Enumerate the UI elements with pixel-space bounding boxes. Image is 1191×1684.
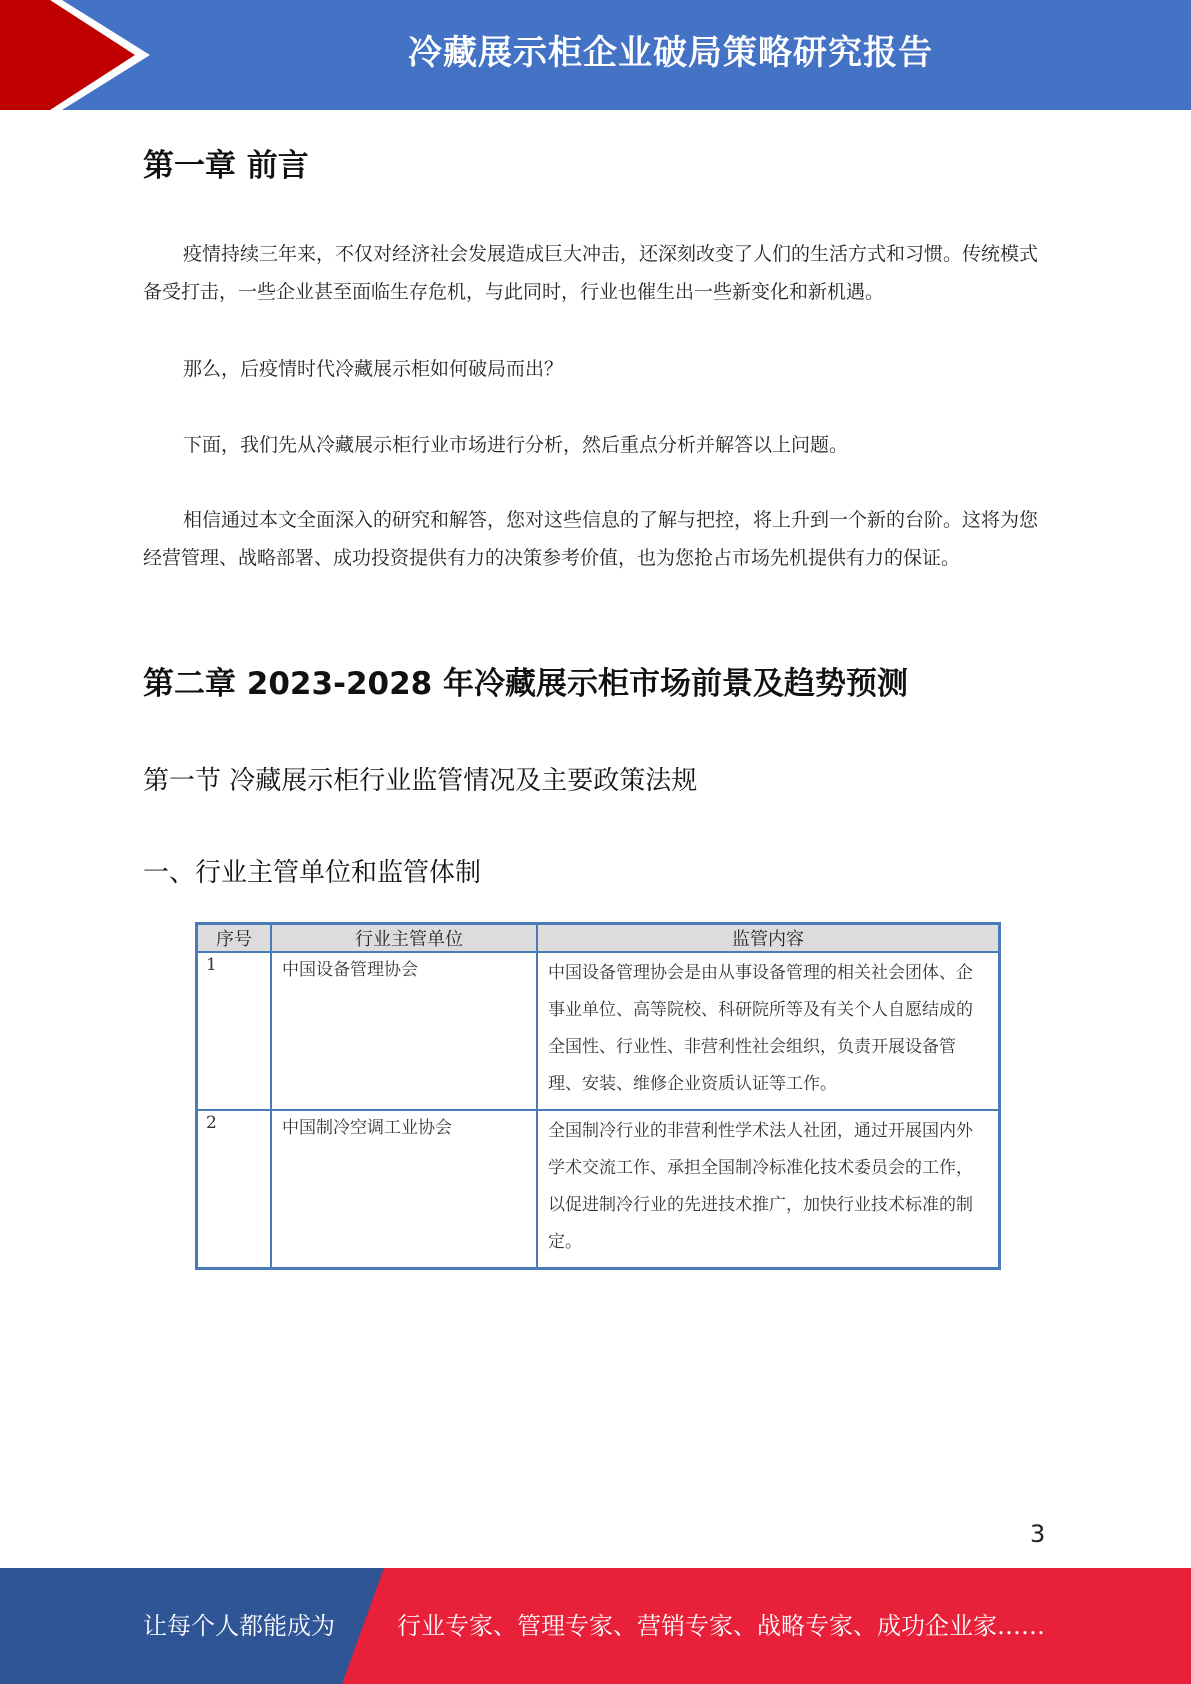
cell-unit: 中国设备管理协会 xyxy=(271,952,537,1110)
paragraph-2: 那么，后疫情时代冷藏展示柜如何破局而出？ xyxy=(183,358,564,380)
cell-content: 中国设备管理协会是由从事设备管理的相关社会团体、企事业单位、高等院校、科研院所等及有关个人自愿结成的全国性、行业性、非营利性社会组织，负责开展设备管理、安装、维修企业资质认证等工作。 xyxy=(537,952,1000,1110)
footer-slogan-right: 行业专家、管理专家、营销专家、战略专家、成功企业家…… xyxy=(397,1612,1045,1640)
cell-no: 1 xyxy=(197,952,272,1110)
table-row xyxy=(197,952,1000,1110)
paragraph-3: 下面，我们先从冷藏展示柜行业市场进行分析，然后重点分析并解答以上问题。 xyxy=(183,434,849,456)
footer-slogan-left: 让每个人都能成为 xyxy=(143,1612,335,1640)
header-content: 监管内容 xyxy=(537,924,1000,953)
header-banner xyxy=(0,0,1191,110)
paragraph-4: 相信通过本文全面深入的研究和解答，您对这些信息的了解与把控，将上升到一个新的台阶。这将为您经营管理、战略部署、成功投资提供有力的决策参考价值，也为您抢占市场先机提供有力的保证。 xyxy=(143,509,1039,569)
chapter-1-heading: 第一章 前言 xyxy=(143,148,309,184)
subsection-1-heading: 一、行业主管单位和监管体制 xyxy=(143,858,482,888)
paragraph-1: 疫情持续三年来，不仅对经济社会发展造成巨大冲击，还深刻改变了人们的生活方式和习惯。传统模式备受打击，一些企业甚至面临生存危机，与此同时，行业也催生出一些新变化和新机遇。 xyxy=(143,243,1039,303)
header-unit: 行业主管单位 xyxy=(271,924,537,953)
cell-content: 全国制冷行业的非营利性学术法人社团，通过开展国内外学术交流工作、承担全国制冷标准化技术委员会的工作，以促进制冷行业的先进技术推广，加快行业技术标准的制定。 xyxy=(537,1110,1000,1269)
cell-no: 2 xyxy=(197,1110,272,1269)
chapter-2-heading: 第二章 2023-2028 年冷藏展示柜市场前景及趋势预测 xyxy=(143,666,909,702)
regulatory-table xyxy=(195,922,1001,1270)
cell-unit: 中国制冷空调工业协会 xyxy=(271,1110,537,1269)
header-no: 序号 xyxy=(197,924,272,953)
page-number: 3 xyxy=(1030,1520,1046,1548)
section-1-heading: 第一节 冷藏展示柜行业监管情况及主要政策法规 xyxy=(143,766,698,796)
table-header-row xyxy=(197,924,1000,953)
footer-banner xyxy=(0,1568,1191,1684)
report-title: 冷藏展示柜企业破局策略研究报告 xyxy=(408,33,933,73)
table-row xyxy=(197,1110,1000,1269)
